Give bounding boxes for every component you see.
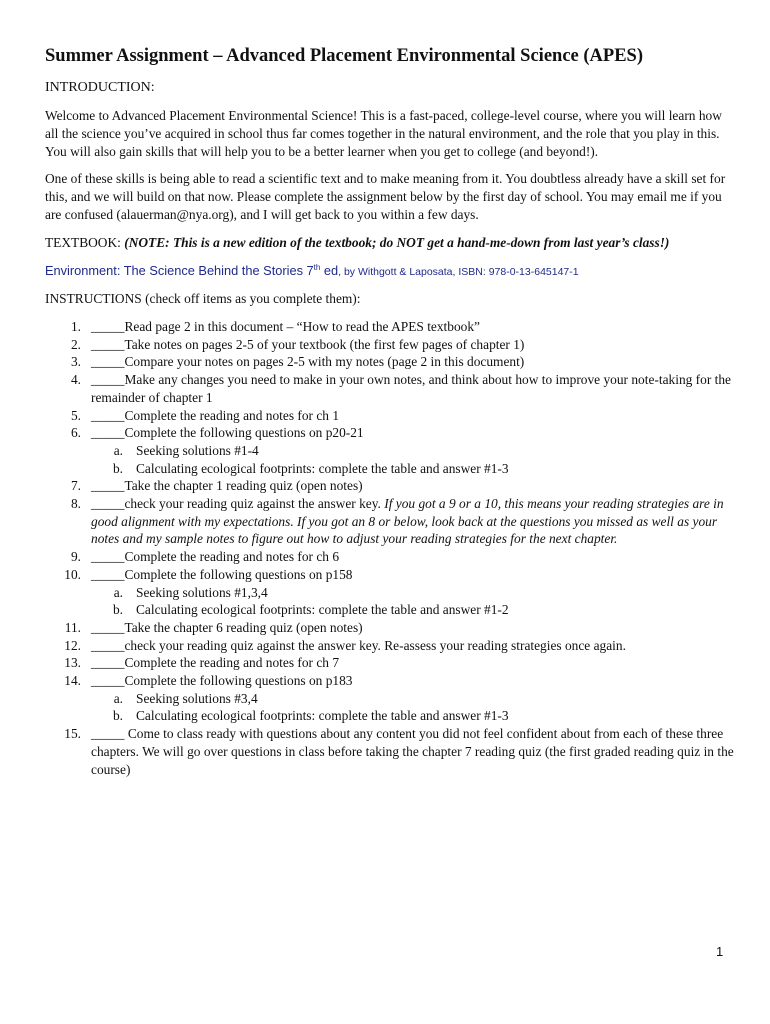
sub-item-letter: a.: [113, 442, 123, 458]
item-number: 4.: [70, 372, 81, 388]
sub-item: [45, 690, 735, 708]
sub-item-letter: b.: [112, 460, 123, 476]
book-details: , by Withgott & Laposata, ISBN: 978-0-13-645147-1: [338, 266, 579, 278]
sub-item-text: Seeking solutions #1,3,4: [136, 584, 268, 600]
sub-item-letter: b.: [112, 602, 123, 618]
item-text: _____Complete the following questions on p20-21: [91, 425, 364, 441]
list-item: [45, 619, 735, 637]
item-number: 3.: [70, 354, 81, 370]
item-number: 5.: [70, 407, 81, 423]
sub-item-text: Calculating ecological footprints: complete the table and answer #1-3: [136, 708, 509, 724]
list-item: [45, 637, 735, 655]
item-text: _____ Come to class ready with questions about any content you did not feel confident about from each of these three chapters. We will go over questions in class before taking the chapter 7 reading quiz (the first graded reading quiz in the course): [91, 726, 734, 777]
item-number: 14.: [64, 673, 81, 689]
item-text: _____Complete the following questions on p183: [91, 673, 353, 689]
textbook-label: TEXTBOOK:: [45, 235, 125, 250]
introduction-heading: INTRODUCTION:: [45, 80, 155, 95]
item-number: 13.: [64, 655, 81, 671]
edition-word: ed: [320, 263, 339, 278]
intro-paragraph-1: Welcome to Advanced Placement Environmental Science! This is a fast-paced, college-level course, where you will learn how all the science you’ve acquired in school thus far comes together in the natural environment, and the role that you play in this. You will also gain skills that will help you to be a better learner when you get to college (and beyond!).: [45, 108, 722, 160]
item-text: _____Complete the reading and notes for ch 7: [91, 655, 340, 671]
textbook-note: (NOTE: This is a new edition of the textbook; do NOT get a hand-me-down from last year’s class!): [124, 235, 670, 250]
list-item: [45, 725, 735, 778]
item-text: _____Take the chapter 6 reading quiz (open notes): [91, 619, 363, 635]
item-number: 9.: [70, 549, 81, 565]
item-text: _____Take notes on pages 2-5 of your textbook (the first few pages of chapter 1): [91, 336, 525, 352]
sub-item-letter: a.: [113, 690, 123, 706]
item-number: 15.: [64, 726, 81, 742]
list-item: [45, 407, 735, 425]
item-text: _____Complete the reading and notes for ch 6: [91, 549, 340, 565]
edition-superscript: th: [313, 263, 321, 272]
page-title: Summer Assignment – Advanced Placement Environmental Science (APES): [45, 46, 643, 66]
item-number: 10.: [64, 566, 81, 582]
sub-item-text: Calculating ecological footprints: complete the table and answer #1-3: [136, 460, 509, 476]
sub-item-text: Seeking solutions #3,4: [136, 690, 258, 706]
list-item: [45, 424, 735, 442]
sub-item: [45, 460, 735, 478]
list-item: [45, 477, 735, 495]
instructions-heading: INSTRUCTIONS (check off items as you complete them):: [45, 291, 361, 306]
item-italic-note: If you got a 9 or a 10, this means your reading strategies are in good alignment with my expectations. If you got an 8 or below, look back at the questions you missed as well as your notes and my sample notes to figure out how to adjust your reading strategies for the next chapter.: [91, 496, 724, 547]
sub-item-letter: a.: [113, 584, 123, 600]
textbook-line: [45, 235, 669, 251]
list-item: [45, 371, 735, 406]
sub-item-letter: b.: [112, 708, 123, 724]
item-number: 12.: [64, 637, 81, 653]
sub-item: [45, 707, 735, 725]
item-text: _____Complete the reading and notes for ch 1: [91, 407, 340, 423]
item-text: _____Take the chapter 1 reading quiz (open notes): [91, 478, 363, 494]
item-text: _____Compare your notes on pages 2-5 with my notes (page 2 in this document): [91, 354, 525, 370]
item-text: _____Read page 2 in this document – “How to read the APES textbook”: [91, 319, 481, 334]
item-number: 6.: [70, 425, 81, 441]
list-item: [45, 548, 735, 566]
page-number: 1: [716, 944, 724, 959]
item-text: _____Make any changes you need to make in your own notes, and think about how to improve your note-taking for the remainder of chapter 1: [91, 372, 732, 405]
sub-item-text: Seeking solutions #1-4: [136, 442, 259, 458]
item-text: _____check your reading quiz against the answer key.: [91, 496, 385, 512]
list-item: [45, 654, 735, 672]
list-item: [45, 336, 735, 354]
sub-item: [45, 601, 735, 619]
item-number: 7.: [70, 478, 81, 494]
item-number: 1.: [70, 319, 81, 334]
book-citation: [45, 263, 579, 278]
list-item: [45, 672, 735, 690]
item-text: _____Complete the following questions on p158: [91, 566, 353, 582]
intro-paragraph-2: One of these skills is being able to read a scientific text and to make meaning from it. You doubtless already have a skill set for this, and we will build on that now. Please complete the assignment below by the first day of school. You may email me if you are confused (alauerman@nya.org), and I will get back to you within a few days.: [45, 171, 726, 223]
item-number: 2.: [70, 336, 81, 352]
sub-item-text: Calculating ecological footprints: complete the table and answer #1-2: [136, 602, 509, 618]
list-item: [45, 353, 735, 371]
sub-item: [45, 442, 735, 460]
sub-item: [45, 584, 735, 602]
book-title: Environment: The Science Behind the Stories 7: [45, 263, 314, 278]
item-number: 11.: [64, 619, 81, 635]
list-item: [45, 318, 735, 336]
item-text: _____check your reading quiz against the answer key. Re-assess your reading strategies once again.: [91, 637, 626, 653]
list-item: [45, 566, 735, 584]
item-number: 8.: [70, 496, 81, 512]
list-item: [45, 495, 735, 548]
instruction-list: [45, 318, 735, 778]
